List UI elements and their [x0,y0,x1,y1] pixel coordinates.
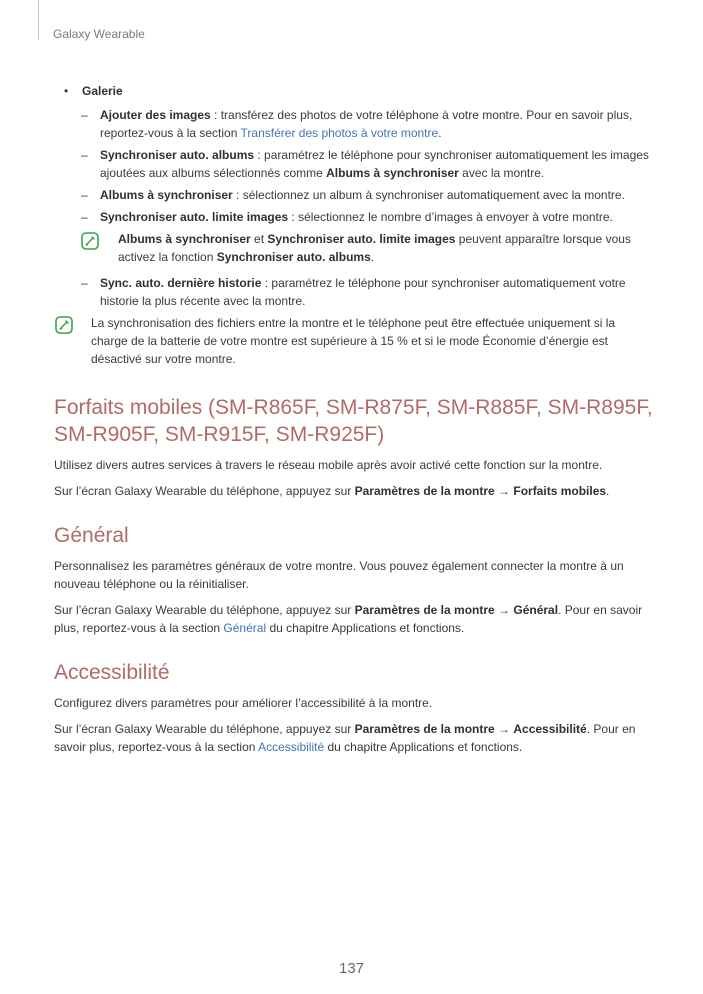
instr-text: Sur l’écran Galaxy Wearable du téléphone, appuyez sur [54,484,355,498]
heading-forfaits-mobiles [54,394,654,448]
link-accessibilite[interactable]: Accessibilité [258,740,325,754]
accessibilite-intro: Configurez divers paramètres pour améliorer l’accessibilité à la montre. [54,696,433,710]
desc-text: : paramétrez le téléphone pour synchroniser automatiquement les images ajoutées aux albums sélectionnés comme [100,148,649,180]
menu-path-forfaits: Forfaits mobiles [513,484,607,498]
arrow-icon: → [494,484,514,498]
dash-marker: – [81,210,88,224]
forfaits-instructions [54,482,654,500]
header-rule [38,0,39,40]
page-content [54,82,654,756]
instr-text: Sur l’écran Galaxy Wearable du téléphone, appuyez sur [54,722,355,736]
page-number: 137 [338,960,365,977]
desc-text: : sélectionnez le nombre d’images à envoyer à votre montre. [288,210,613,224]
inner-note [54,230,654,266]
sub-item-albums-a-synchroniser [54,186,654,204]
term-synchroniser-albums: Synchroniser auto. albums [100,148,255,162]
menu-path-accessibilite: Accessibilité [513,722,587,736]
sub-item-limite-images [54,208,654,226]
heading-accessibilite: Accessibilité [54,661,170,684]
galerie-label: Galerie [82,84,123,98]
link-general[interactable]: Général [223,621,267,635]
dash-marker: – [81,148,88,162]
term-albums-a-synchroniser: Albums à synchroniser [326,166,459,180]
sub-item-synchroniser-albums [54,146,654,182]
note-pencil-icon [55,316,73,334]
general-intro: Personnalisez les paramètres généraux de votre montre. Vous pouvez également connecter la montre à un nouveau téléphone ou la réinitialiser. [54,559,624,591]
forfaits-intro: Utilisez divers autres services à travers le réseau mobile après avoir activé cette fonction sur la montre. [54,458,603,472]
sub-item-ajouter-images [54,106,654,142]
desc-text: : paramétrez le téléphone pour synchroniser automatiquement votre historie la plus récente avec la montre. [100,276,626,308]
header-title: Galaxy Wearable [53,27,145,41]
note-text: La synchronisation des fichiers entre la montre et le téléphone peut être effectuée uniquement si la charge de la batterie de votre montre est supérieure à 15 % et si le mode Économie d’énergie est désactivé sur votre montre. [91,316,616,366]
term-sync-historie: Sync. auto. dernière historie [100,276,262,290]
term-albums-a-synchroniser: Albums à synchroniser [100,188,233,202]
dash-marker: – [81,188,88,202]
note-term: Synchroniser auto. albums [216,250,371,264]
instr-text: du chapitre Applications et fonctions. [266,621,465,635]
dash-marker: – [81,108,88,122]
menu-path-parametres: Paramètres de la montre [354,603,495,617]
note-text: . [370,250,375,264]
heading-line-2: SM-R905F, SM-R915F, SM-R925F) [54,423,385,446]
desc-text: . [438,126,442,140]
instr-text: . Pour en savoir plus, reportez-vous à la section [54,603,643,635]
desc-text: : transférez des photos de votre téléphone à votre montre. Pour en savoir plus, reportez-vous à la section [100,108,633,140]
menu-path-parametres: Paramètres de la montre [354,722,495,736]
desc-text: : sélectionnez un album à synchroniser automatiquement avec la montre. [232,188,625,202]
arrow-icon: → [494,722,514,736]
menu-path-parametres: Paramètres de la montre [354,484,495,498]
note-term: Albums à synchroniser [118,232,251,246]
note-text: peuvent apparaître lorsque vous activez la fonction [118,232,631,264]
term-ajouter-images: Ajouter des images [100,108,211,122]
arrow-icon: → [494,603,514,617]
galerie-bullet [54,82,654,100]
link-transferer-photos[interactable]: Transférer des photos à votre montre [240,126,439,140]
general-instructions [54,601,654,637]
bullet-dot: • [64,84,69,98]
instr-text: du chapitre Applications et fonctions. [324,740,523,754]
note-pencil-icon [81,232,99,250]
outer-note [54,314,654,368]
dash-marker: – [81,276,88,290]
heading-general: Général [54,524,129,547]
heading-line-1: Forfaits mobiles (SM-R865F, SM-R875F, SM-R885F, SM-R895F, [54,396,653,419]
instr-text: . Pour en savoir plus, reportez-vous à la section [54,722,636,754]
accessibilite-instructions [54,720,654,756]
instr-text: Sur l’écran Galaxy Wearable du téléphone, appuyez sur [54,603,355,617]
menu-path-general: Général [513,603,559,617]
instr-text: . [606,484,610,498]
term-limite-images: Synchroniser auto. limite images [100,210,289,224]
desc-text: avec la montre. [458,166,545,180]
note-term: Synchroniser auto. limite images [267,232,456,246]
note-text: et [250,232,268,246]
sub-item-sync-historie [54,274,654,310]
